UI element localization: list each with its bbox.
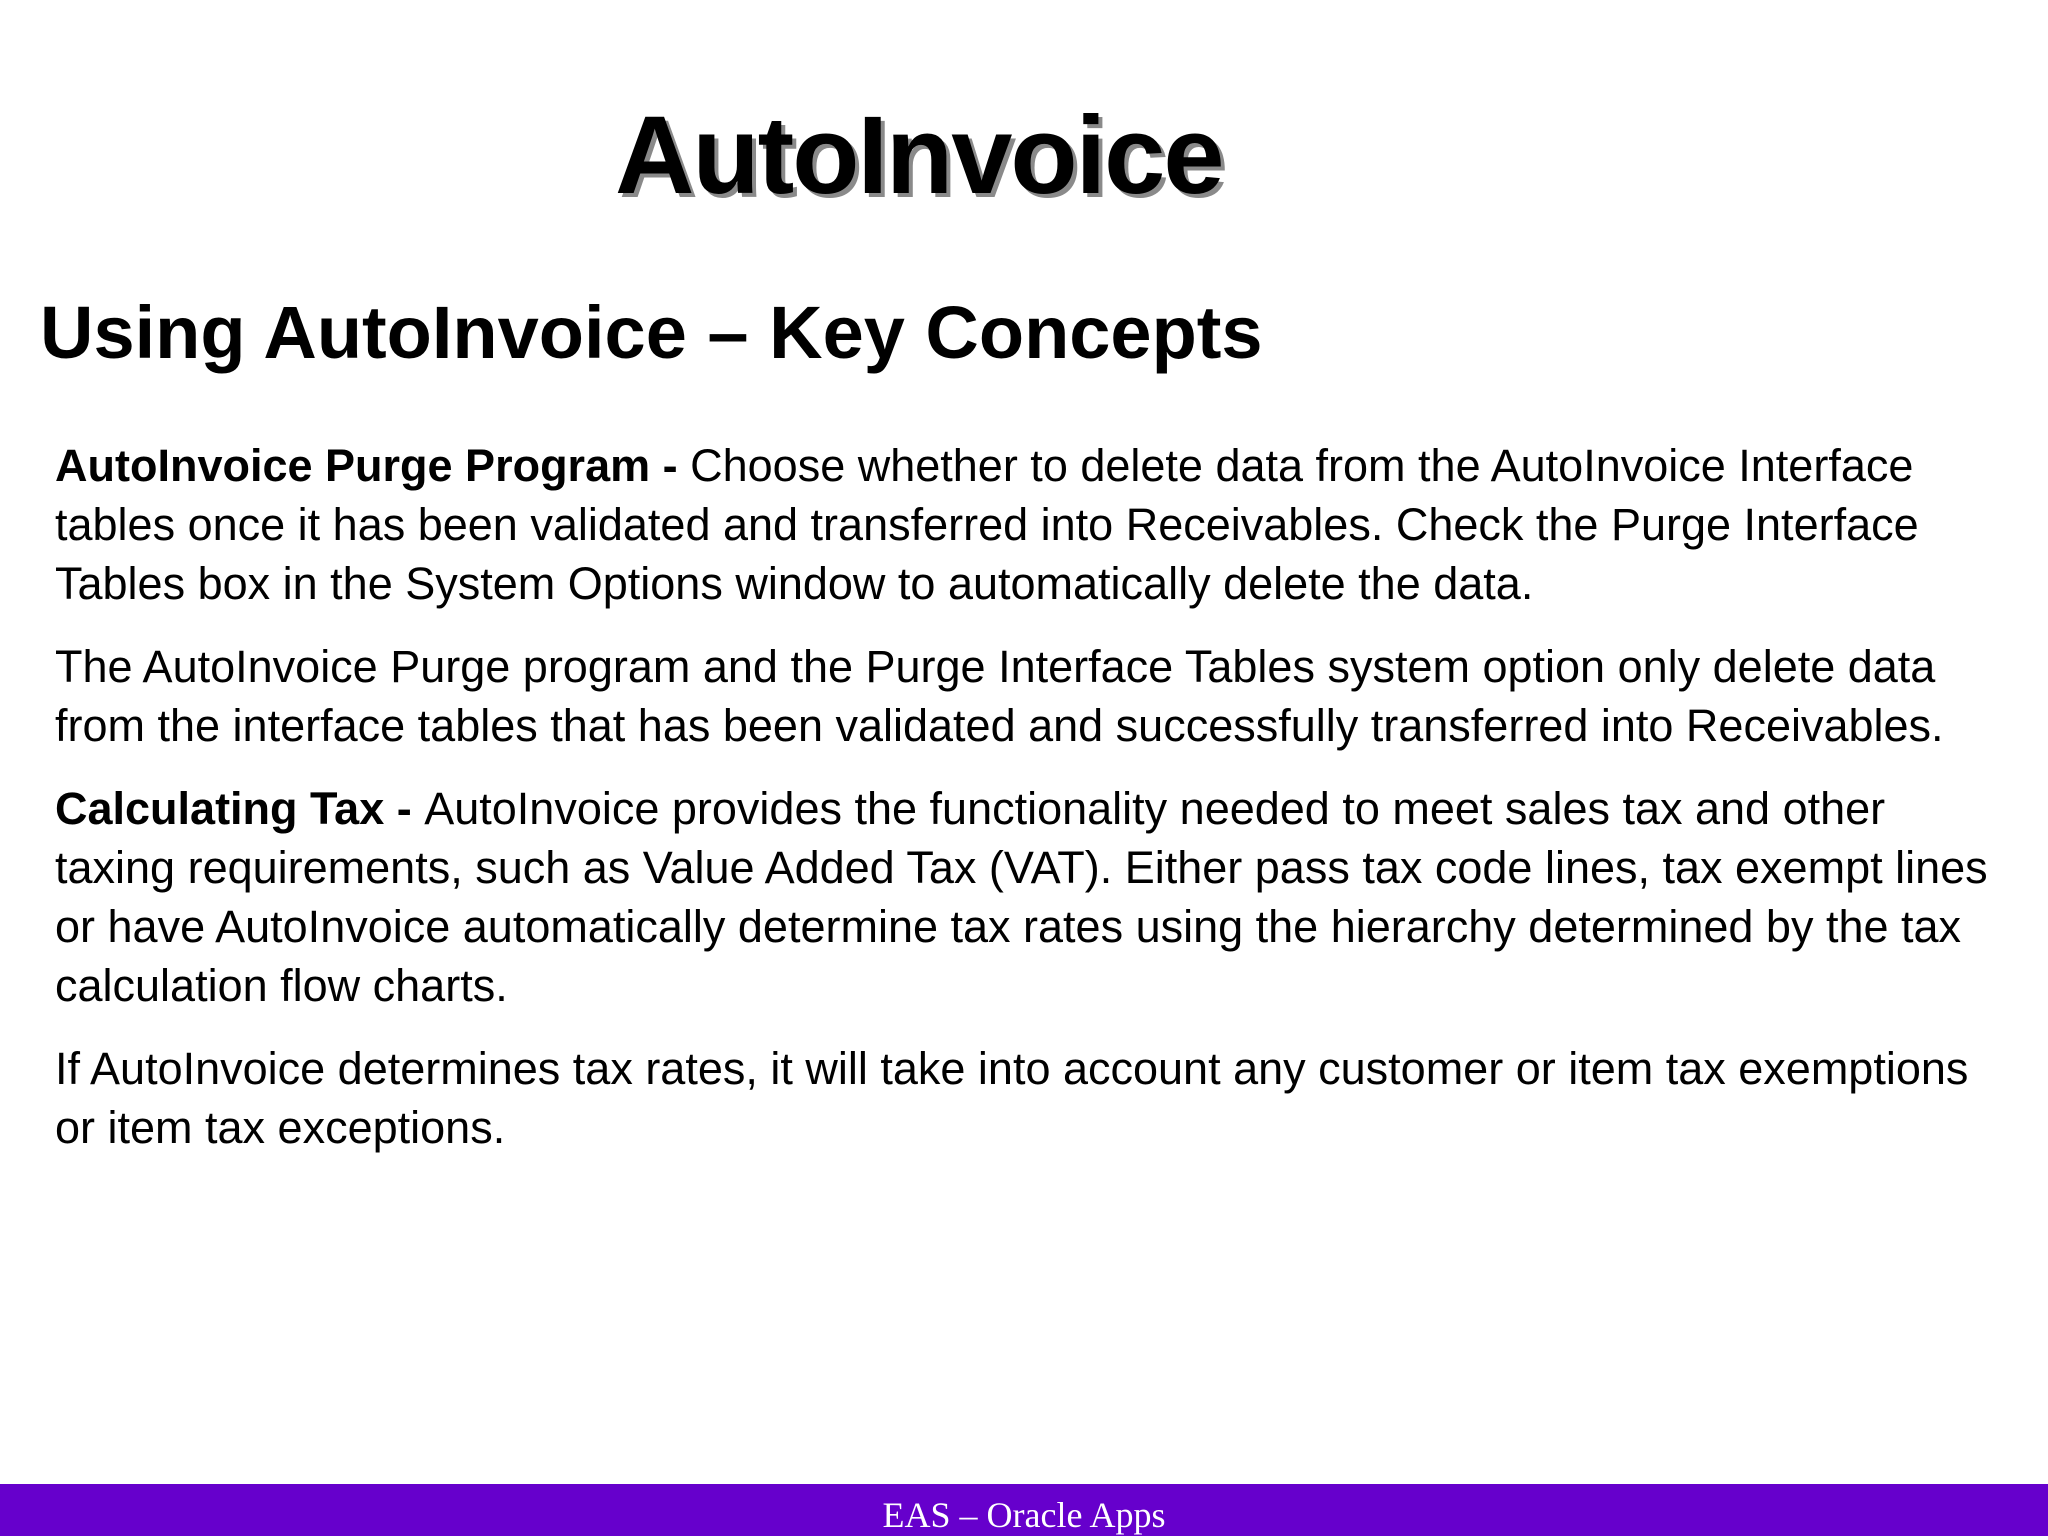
paragraph-calculating-tax <box>55 779 2015 1015</box>
paragraph-text: Choose whether to delete data from the AutoInvoice Interface tables once it has been validated and transferred into Receivables. Check the Purge Interface Tables box in the System Options window to automatically delete the data. <box>55 440 1919 609</box>
paragraph-lead: Calculating Tax - <box>55 783 425 834</box>
paragraph-text: If AutoInvoice determines tax rates, it will take into account any customer or item tax exemptions or item tax exceptions. <box>55 1043 1969 1153</box>
paragraph-lead: AutoInvoice Purge Program - <box>55 440 691 491</box>
footer-bar <box>0 1484 2048 1536</box>
content-body <box>55 436 2015 1181</box>
slide-heading: Using AutoInvoice – Key Concepts <box>40 291 1263 374</box>
paragraph-text: The AutoInvoice Purge program and the Purge Interface Tables system option only delete data from the interface tables that has been validated and successfully transferred into Receivables. <box>55 641 1944 751</box>
logo-title: AutoInvoice <box>615 94 1223 217</box>
paragraph-purge-note <box>55 637 2015 755</box>
paragraph-tax-exemptions <box>55 1039 2015 1157</box>
paragraph-text: AutoInvoice provides the functionality needed to meet sales tax and other taxing requirements, such as Value Added Tax (VAT). Either pass tax code lines, tax exempt lines or have AutoInvoice automatically determine tax rates using the hierarchy determined by the tax calculation flow charts. <box>55 783 1988 1011</box>
footer-text: EAS – Oracle Apps <box>882 1495 1166 1535</box>
paragraph-purge-program <box>55 436 2015 613</box>
